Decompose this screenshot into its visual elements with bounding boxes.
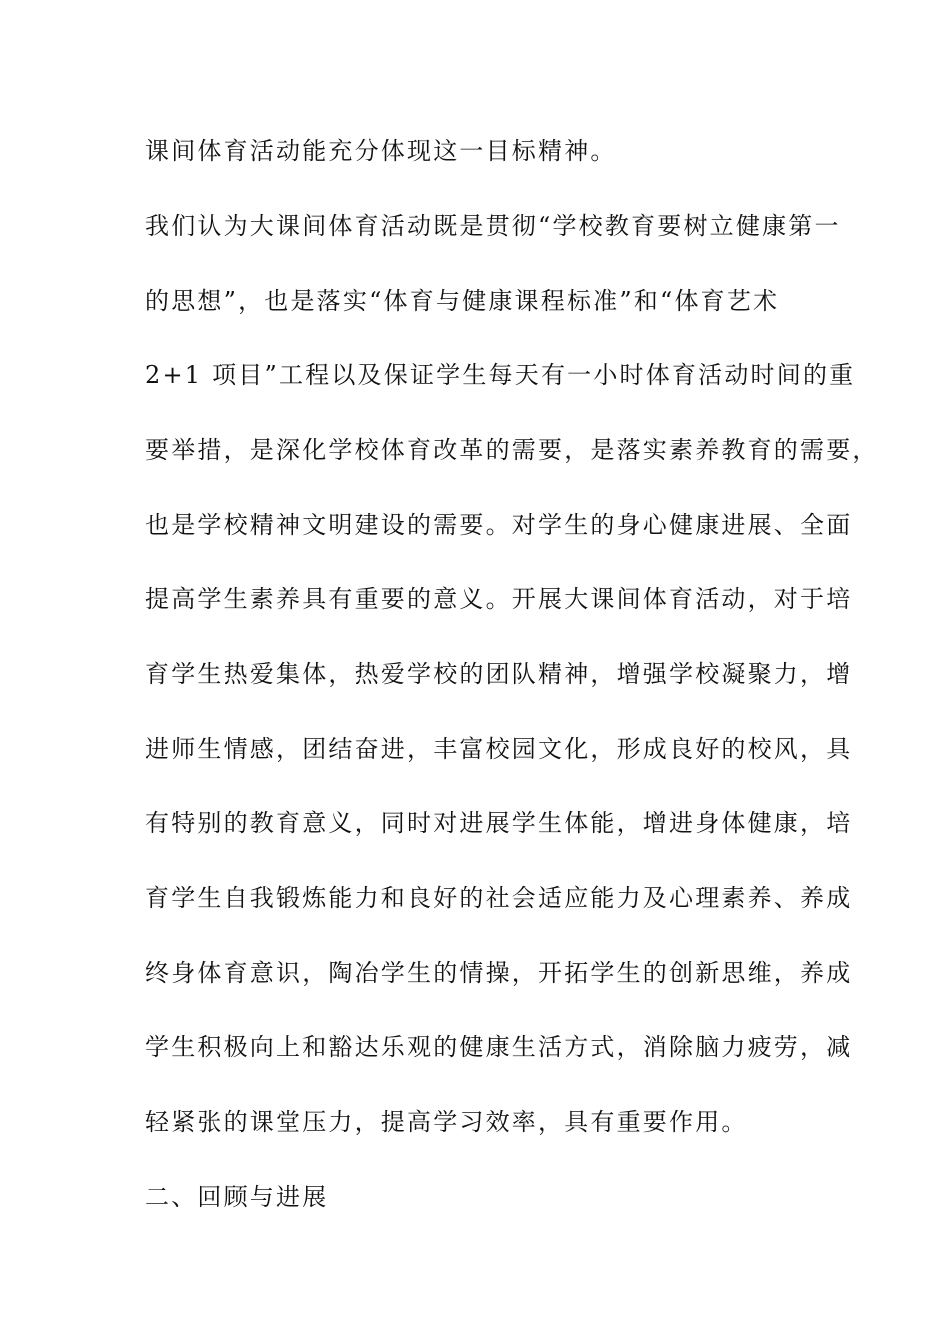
text-line: 我们认为大课间体育活动既是贯彻“学校教育要树立健康第一 (145, 212, 841, 240)
text-line: 终身体育意识，陶冶学生的情操，开拓学生的创新思维，养成 (145, 959, 853, 987)
text-line: 进师生情感，团结奋进，丰富校园文化，形成良好的校风，具 (145, 735, 853, 763)
text-line: 育学生热爱集体，热爱学校的团队精神，增强学校凝聚力，增 (145, 660, 853, 688)
text-line: 学生积极向上和豁达乐观的健康生活方式，消除脑力疲劳，减 (145, 1033, 853, 1061)
text-line: 有特别的教育意义，同时对进展学生体能，增进身体健康，培 (145, 809, 853, 837)
text-line: 育学生自我锻炼能力和良好的社会适应能力及心理素养、养成 (145, 884, 853, 912)
text-line: 提高学生素养具有重要的意义。开展大课间体育活动，对于培 (145, 585, 853, 613)
text-line: 2+1 项目”工程以及保证学生每天有一小时体育活动时间的重 (145, 361, 856, 389)
text-line: 也是学校精神文明建设的需要。对学生的身心健康进展、全面 (145, 511, 853, 539)
text-line: 要举措，是深化学校体育改革的需要，是落实素养教育的需要， (145, 436, 879, 464)
text-line: 轻紧张的课堂压力，提高学习效率，具有重要作用。 (145, 1108, 748, 1136)
text-line: 的思想”，也是落实“体育与健康课程标准”和“体育艺术 (145, 287, 780, 315)
section-heading: 二、回顾与进展 (145, 1183, 329, 1211)
text-line: 课间体育活动能充分体现这一目标精神。 (145, 137, 617, 165)
